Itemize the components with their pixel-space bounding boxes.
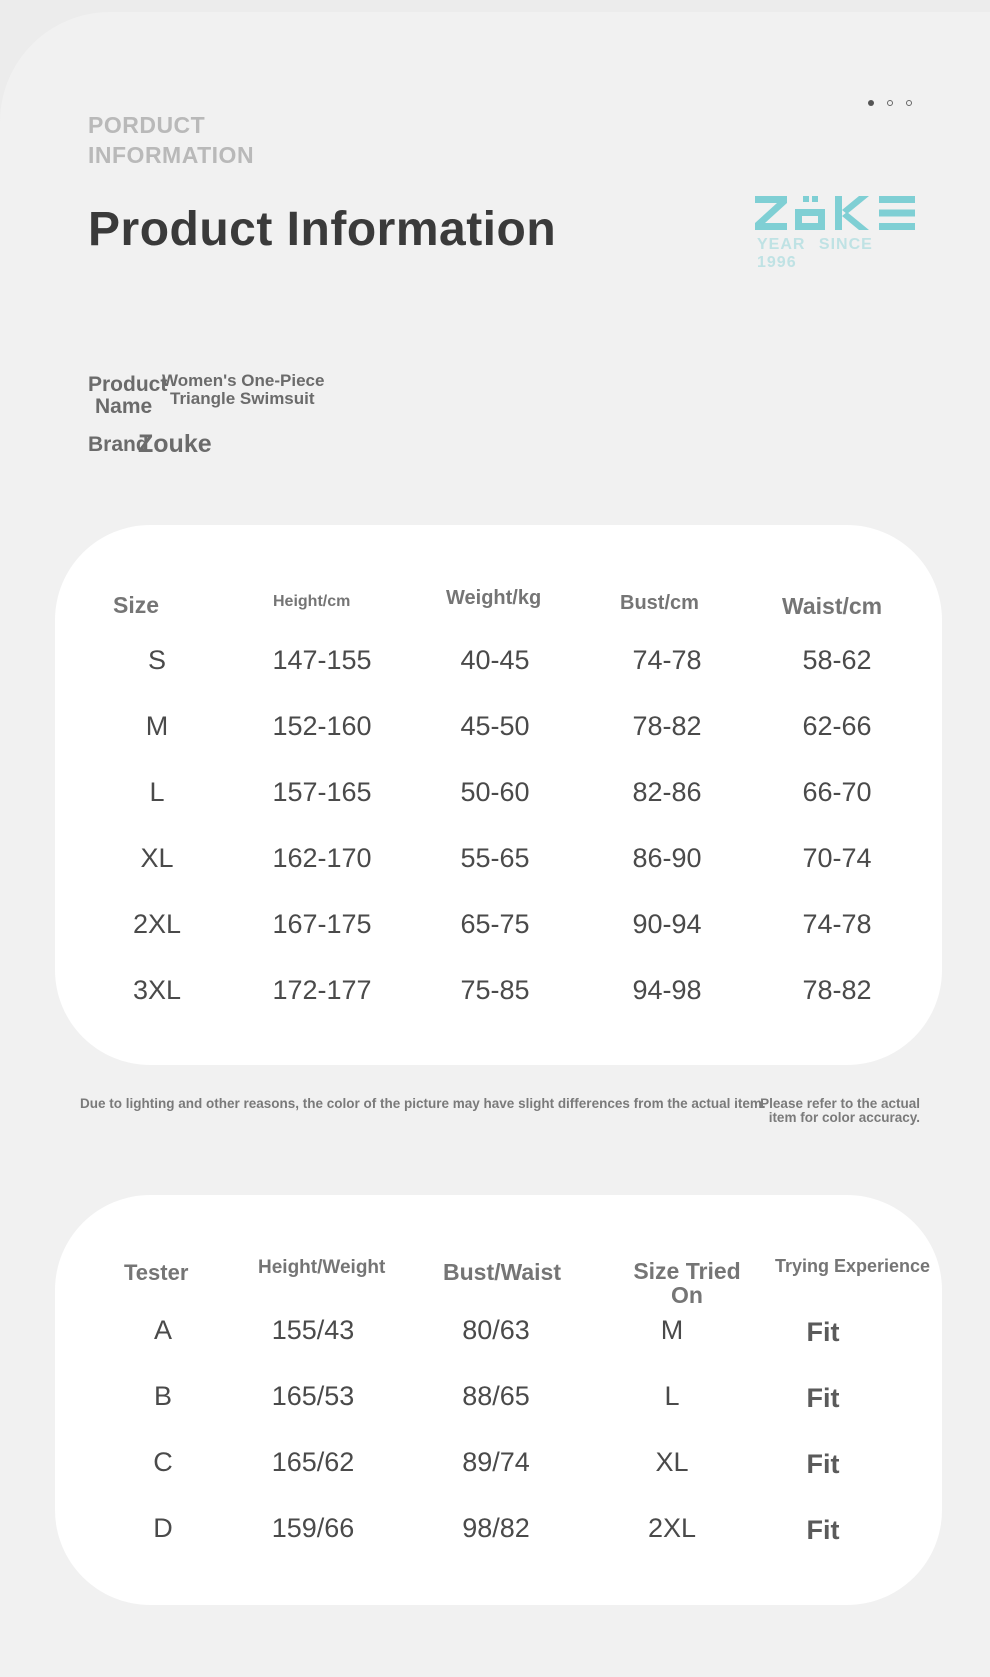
tester-cell-bust-waist: 98/82 bbox=[462, 1513, 530, 1543]
tester-cell-height-weight: 159/66 bbox=[271, 1513, 355, 1543]
tester-card bbox=[55, 1195, 942, 1605]
tester-cell-tester: A bbox=[153, 1315, 173, 1345]
size-cell-weight: 65-75 bbox=[460, 909, 530, 939]
tester-cell-bust-waist: 80/63 bbox=[462, 1315, 530, 1345]
color-disclaimer bbox=[80, 1096, 920, 1125]
size-cell-height: 157-165 bbox=[272, 777, 372, 807]
size-cell-waist: 62-66 bbox=[802, 711, 872, 741]
size-cell-waist: 58-62 bbox=[802, 645, 872, 675]
header-size-tried-on: Size Tried On bbox=[633, 1258, 741, 1308]
header-tester: Tester bbox=[124, 1260, 189, 1285]
brand-value: Zouke bbox=[138, 430, 212, 458]
brand-logo bbox=[755, 196, 920, 272]
size-cell-height: 162-170 bbox=[272, 843, 372, 873]
header-height: Height/cm bbox=[273, 593, 351, 610]
tester-cell-bust-waist: 88/65 bbox=[462, 1381, 530, 1411]
size-cell-bust: 94-98 bbox=[632, 975, 702, 1005]
tester-cell-size: XL bbox=[655, 1447, 689, 1477]
size-cell-weight: 50-60 bbox=[460, 777, 530, 807]
header-weight: Weight/kg bbox=[446, 587, 542, 609]
tester-cell-experience: Fit bbox=[806, 1515, 840, 1545]
size-cell-bust: 78-82 bbox=[632, 711, 702, 741]
header-waist: Waist/cm bbox=[782, 593, 883, 619]
size-cell-bust: 90-94 bbox=[632, 909, 702, 939]
tester-cell-height-weight: 155/43 bbox=[271, 1315, 355, 1345]
tester-cell-tester: C bbox=[153, 1447, 173, 1477]
size-cell-height: 172-177 bbox=[272, 975, 372, 1005]
page-title: Product Information bbox=[88, 203, 557, 256]
zoke-wordmark-icon bbox=[755, 196, 917, 230]
tester-cell-tester: D bbox=[153, 1513, 173, 1543]
product-name-value: Women's One-Piece Triangle Swimsuit bbox=[162, 371, 325, 408]
tester-cell-height-weight: 165/53 bbox=[271, 1381, 355, 1411]
size-cell-size: L bbox=[149, 777, 165, 807]
size-cell-size: 2XL bbox=[132, 909, 182, 939]
tester-cell-height-weight: 165/62 bbox=[271, 1447, 355, 1477]
size-cell-size: M bbox=[145, 711, 169, 741]
size-cell-waist: 74-78 bbox=[802, 909, 872, 939]
size-cell-height: 167-175 bbox=[272, 909, 372, 939]
header-bust-waist: Bust/Waist bbox=[443, 1259, 561, 1285]
size-cell-bust: 86-90 bbox=[632, 843, 702, 873]
size-cell-size: 3XL bbox=[132, 975, 182, 1005]
size-cell-weight: 40-45 bbox=[460, 645, 530, 675]
more-dots-icon[interactable] bbox=[868, 100, 912, 106]
tester-cell-experience: Fit bbox=[806, 1317, 840, 1347]
disclaimer-text-2: Please refer to the actual item for color accuracy. bbox=[760, 1096, 920, 1125]
size-cell-waist: 70-74 bbox=[802, 843, 872, 873]
dot-icon bbox=[887, 100, 893, 106]
tester-cell-size: M bbox=[660, 1315, 684, 1345]
header-size: Size bbox=[113, 592, 160, 618]
tester-cell-experience: Fit bbox=[806, 1449, 840, 1479]
logo-tagline: YEAR SINCE 1996 bbox=[757, 236, 873, 271]
size-cell-weight: 45-50 bbox=[460, 711, 530, 741]
header-height-weight: Height/Weight bbox=[258, 1257, 386, 1278]
tester-cell-bust-waist: 89/74 bbox=[462, 1447, 530, 1477]
size-cell-bust: 74-78 bbox=[632, 645, 702, 675]
dot-icon bbox=[868, 100, 874, 106]
size-chart-card bbox=[55, 525, 942, 1065]
tester-cell-tester: B bbox=[153, 1381, 173, 1411]
size-cell-bust: 82-86 bbox=[632, 777, 702, 807]
tester-cell-size: 2XL bbox=[647, 1513, 697, 1543]
size-cell-size: S bbox=[147, 645, 167, 675]
size-cell-weight: 55-65 bbox=[460, 843, 530, 873]
size-cell-size: XL bbox=[140, 843, 174, 873]
size-cell-height: 147-155 bbox=[272, 645, 372, 675]
size-cell-height: 152-160 bbox=[272, 711, 372, 741]
subtitle-line: INFORMATION bbox=[88, 142, 255, 168]
tester-cell-experience: Fit bbox=[806, 1383, 840, 1413]
brand-label: Brand bbox=[88, 433, 149, 456]
size-cell-waist: 66-70 bbox=[802, 777, 872, 807]
product-name-label: Product Name bbox=[88, 373, 168, 418]
header-bust: Bust/cm bbox=[620, 592, 699, 614]
header-experience: Trying Experience bbox=[775, 1256, 931, 1276]
disclaimer-text: Due to lighting and other reasons, the color of the picture may have slight differences from the actual item. bbox=[80, 1096, 766, 1111]
size-cell-weight: 75-85 bbox=[460, 975, 530, 1005]
size-cell-waist: 78-82 bbox=[802, 975, 872, 1005]
subtitle-line: PORDUCT bbox=[88, 112, 206, 138]
tester-cell-size: L bbox=[664, 1381, 680, 1411]
section-subtitle bbox=[88, 110, 388, 170]
dot-icon bbox=[906, 100, 912, 106]
